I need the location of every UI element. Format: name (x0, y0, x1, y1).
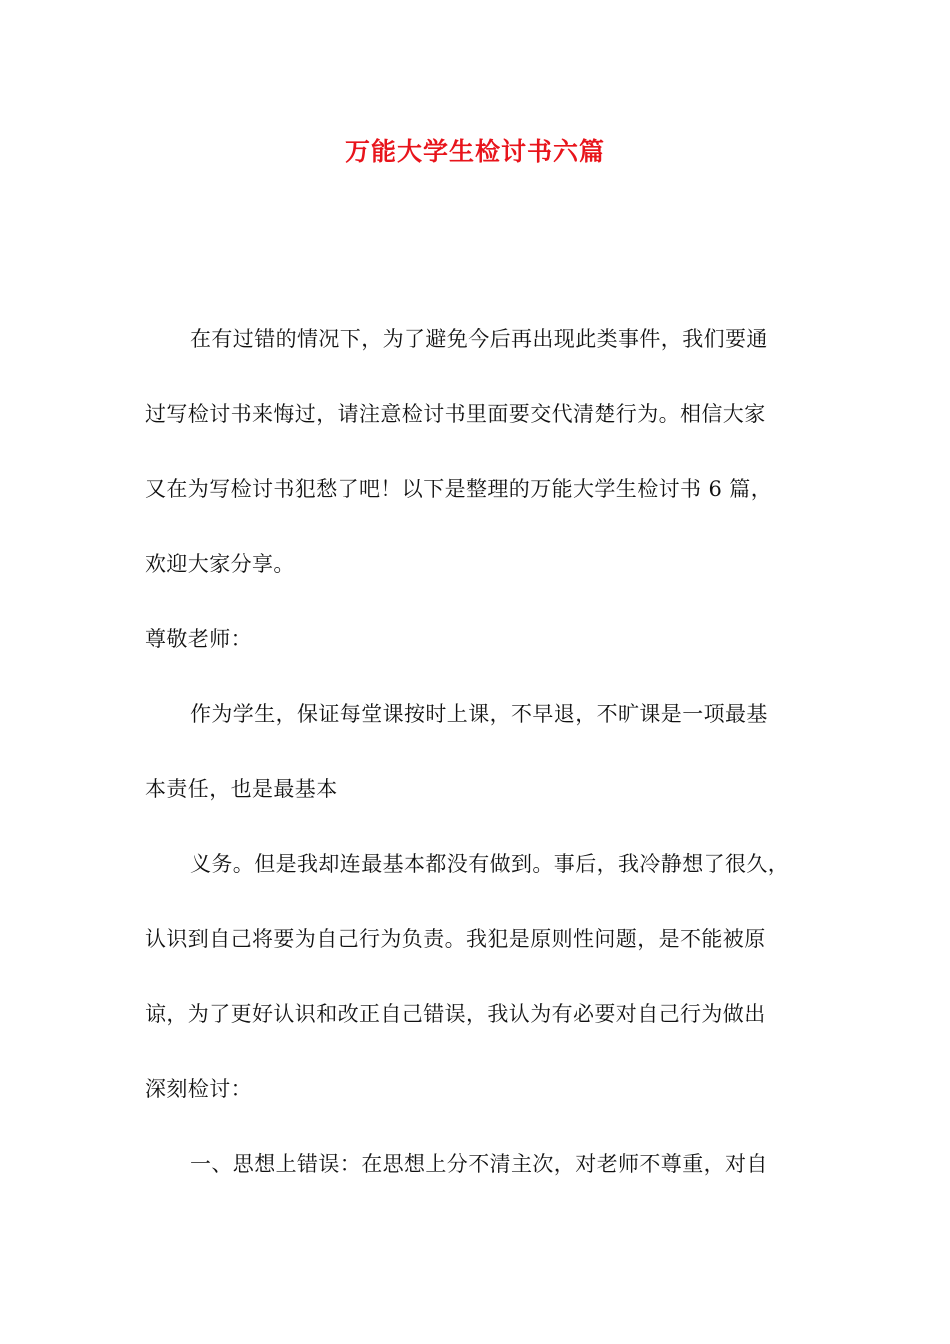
salutation: 尊敬老师： (145, 627, 252, 651)
paragraph-line: 本责任，也是最基本 (145, 777, 338, 801)
paragraph-line: 又在为写检讨书犯愁了吧！以下是整理的万能大学生检讨书 6 篇， (145, 477, 773, 501)
document-title: 万能大学生检讨书六篇 (344, 137, 605, 166)
paragraph-line: 一、思想上错误：在思想上分不清主次，对老师不尊重，对自 (190, 1152, 768, 1176)
paragraph-line: 在有过错的情况下，为了避免今后再出现此类事件，我们要通 (190, 327, 768, 351)
paragraph-line: 谅，为了更好认识和改正自己错误，我认为有必要对自己行为做出 (145, 1002, 766, 1026)
paragraph-line: 深刻检讨： (145, 1077, 252, 1101)
paragraph-line: 认识到自己将要为自己行为负责。我犯是原则性问题，是不能被原 (145, 927, 766, 951)
paragraph-line: 欢迎大家分享。 (145, 552, 295, 576)
paragraph-line: 义务。但是我却连最基本都没有做到。事后，我冷静想了很久， (190, 852, 790, 876)
paragraph-line: 作为学生，保证每堂课按时上课，不早退，不旷课是一项最基 (190, 702, 768, 726)
paragraph-line: 过写检讨书来悔过，请注意检讨书里面要交代清楚行为。相信大家 (145, 402, 766, 426)
